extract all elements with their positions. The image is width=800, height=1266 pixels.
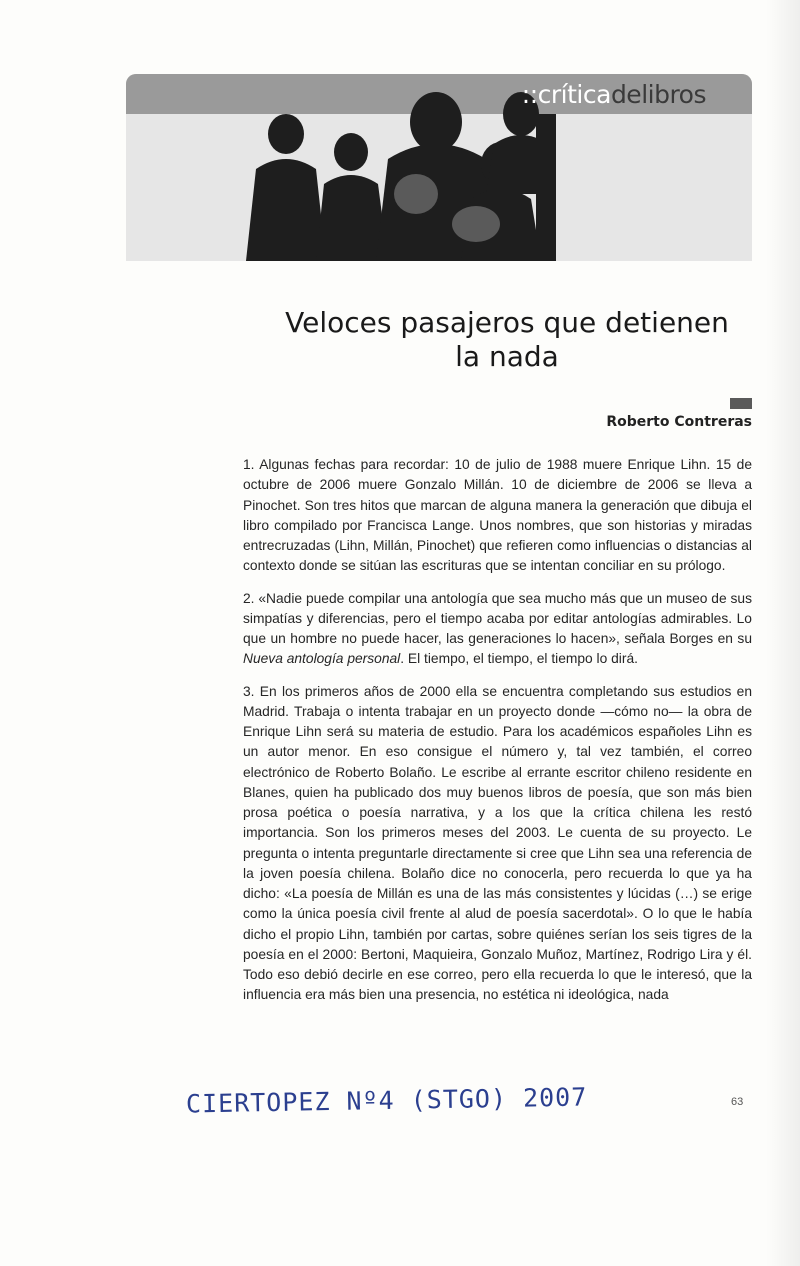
scan-edge-shadow xyxy=(766,0,800,1266)
section-label xyxy=(522,80,706,109)
paragraph-3: 3. En los primeros años de 2000 ella se encuentra completando sus estudios en Madrid. Trabaja o intenta trabajar en un proyecto donde —cómo no— la obra de Enrique Lihn será su materia de estudio. Para los académicos españoles Lihn es un autor menor. En eso consigue el número y, tal vez también, el correo electrónico de Roberto Bolaño. Le escribe al errante escritor chileno residente en Blanes, quien ha publicado dos muy buenos libros de poesía, que son más bien prosa poética o poesía narrativa, y a los que la crítica chilena les restó importancia. Son los primeros meses del 2003. Le cuenta de su proyecto. Le pregunta o intenta preguntarle directamente si cree que Lihn sea una referencia de la joven poesía chilena. Bolaño dice no conocerla, pero recuerda lo que ya ha dicho: «La poesía de Millán es una de las más consistentes y lúcidas (…) se erige como la única poesía civil frente al alud de poesía sacerdotal». O lo que le había dicho el propio Lihn, también por cartas, sobre quiénes serían los seis tigres de la poesía en el 2000: Bertoni, Maquieira, Gonzalo Muñoz, Martínez, Rodrigo Lira y él. Todo eso debió decirle en ese correo, pero ella recuerda lo que le interesó, que la influencia era más bien una presencia, no estética ni ideológica, nada xyxy=(243,683,752,1003)
paragraph-2-text-b: . El tiempo, el tiempo, el tiempo lo dirá. xyxy=(400,651,638,667)
paragraph-2-text-a: 2. «Nadie puede compilar una antología que sea mucho más que un museo de sus simpatías y diferencias, pero el tiempo acaba por editar antologías admirables. Lo que un hombre no puede hacer, las generaciones lo hacen», señala Borges en su xyxy=(243,590,752,646)
page-number: 63 xyxy=(731,1096,744,1108)
title-line-2: la nada xyxy=(455,340,559,373)
article-title xyxy=(262,306,752,374)
author-marker xyxy=(730,398,752,409)
handwritten-source-note: CIERTOPEZ Nº4 (STGO) 2007 xyxy=(185,1082,588,1119)
section-banner xyxy=(126,74,752,261)
author-name: Roberto Contreras xyxy=(606,414,752,430)
title-line-1: Veloces pasajeros que detienen xyxy=(285,306,729,339)
book-title-italic: Nueva antología personal xyxy=(243,651,401,667)
article-body xyxy=(243,455,752,1006)
paragraph-2 xyxy=(243,589,752,670)
section-label-part2: delibros xyxy=(610,80,706,109)
paragraph-1: 1. Algunas fechas para recordar: 10 de julio de 1988 muere Enrique Lihn. 15 de octubre de 2006 muere Gonzalo Millán. 10 de diciembre de 2006 se lleva a Pinochet. Son tres hitos que marcan de alguna manera la generación que dibuja el libro compilado por Francisca Lange. Unos nombres, que son historias y miradas entrecruzadas (Lihn, Millán, Pinochet) que refieren como influencias o distancias al contexto donde se sitúan las escrituras que se intentan conciliar en su prólogo. xyxy=(243,457,752,574)
section-label-part1: ::crítica xyxy=(521,80,611,109)
